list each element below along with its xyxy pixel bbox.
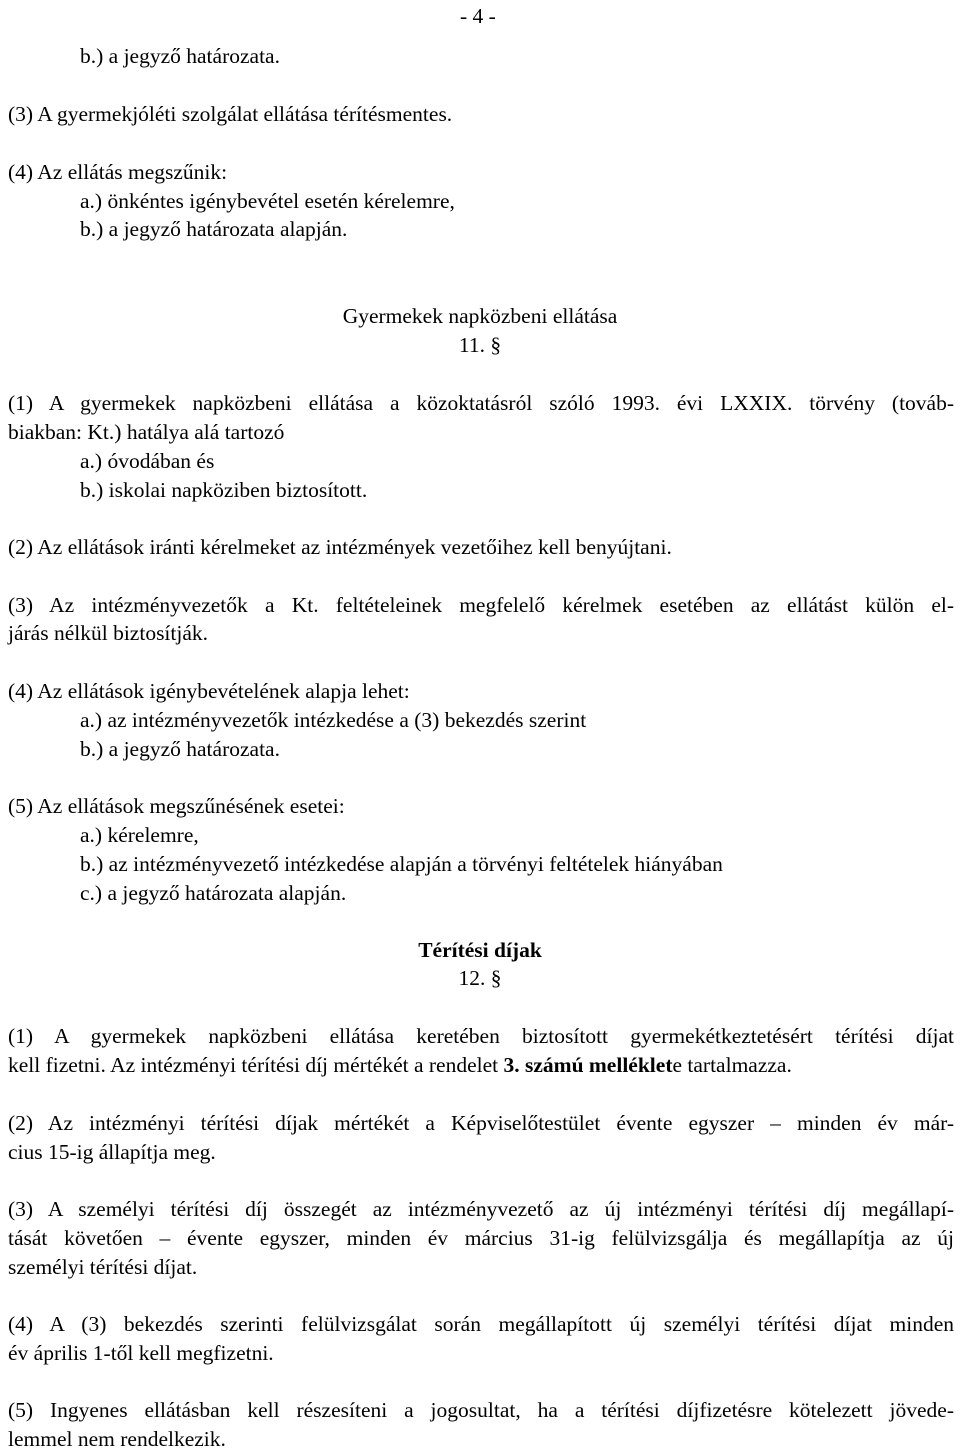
paragraph-line: lemmel nem rendelkezik. bbox=[8, 1427, 226, 1451]
annex-reference: 3. számú melléklet bbox=[503, 1053, 673, 1077]
paragraph-line bbox=[8, 1051, 792, 1080]
paragraph-line: (1) A gyermekek napközbeni ellátása a közoktatásról szóló 1993. évi LXXIX. törvény (továb- bbox=[8, 391, 954, 415]
list-item: a.) óvodában és bbox=[80, 449, 215, 473]
paragraph-line: (2) Az intézményi térítési díjak mértékét a Képviselőtestület évente egyszer – minden év már- bbox=[8, 1111, 954, 1135]
list-item: b.) az intézményvezető intézkedése alapján a törvényi feltételek hiányában bbox=[80, 852, 723, 876]
paragraph-line: biakban: Kt.) hatálya alá tartozó bbox=[8, 420, 285, 444]
list-item: a.) az intézményvezetők intézkedése a (3) bekezdés szerint bbox=[80, 708, 587, 732]
section-title: Térítési díjak bbox=[418, 938, 542, 962]
list-item: b.) a jegyző határozata. bbox=[80, 44, 280, 68]
section-title: Gyermekek napközbeni ellátása bbox=[342, 304, 618, 328]
list-item: a.) kérelemre, bbox=[80, 823, 199, 847]
section-number: 11. § bbox=[458, 333, 502, 357]
paragraph: (4) Az ellátás megszűnik: bbox=[8, 160, 228, 184]
paragraph: (4) Az ellátások igénybevételének alapja lehet: bbox=[8, 679, 410, 703]
section-number: 12. § bbox=[458, 966, 502, 990]
list-item: b.) a jegyző határozata. bbox=[80, 737, 280, 761]
paragraph-line: (3) Az intézményvezetők a Kt. feltételeinek megfelelő kérelmek esetében az ellátást külön el- bbox=[8, 593, 954, 617]
paragraph-line: (5) Ingyenes ellátásban kell részesíteni a jogosultat, ha a térítési díjfizetésre kötelezett jövede- bbox=[8, 1398, 954, 1422]
paragraph-line: (4) A (3) bekezdés szerinti felülvizsgálat során megállapított új személyi térítési díjat minden bbox=[8, 1312, 954, 1336]
paragraph-line: személyi térítési díjat. bbox=[8, 1255, 198, 1279]
list-item: a.) önkéntes igénybevétel esetén kérelemre, bbox=[80, 189, 455, 213]
paragraph-line: járás nélkül biztosítják. bbox=[8, 621, 209, 645]
list-item: b.) a jegyző határozata alapján. bbox=[80, 217, 348, 241]
text-run: e tartalmazza. bbox=[672, 1053, 792, 1077]
paragraph: (3) A gyermekjóléti szolgálat ellátása térítésmentes. bbox=[8, 102, 453, 126]
paragraph: (2) Az ellátások iránti kérelmeket az intézmények vezetőihez kell benyújtani. bbox=[8, 535, 672, 559]
paragraph-line: év április 1-től kell megfizetni. bbox=[8, 1341, 274, 1365]
page-number: - 4 - bbox=[460, 4, 496, 28]
list-item: b.) iskolai napköziben biztosított. bbox=[80, 478, 368, 502]
paragraph-line: tását követően – évente egyszer, minden év március 31-ig felülvizsgálja és megállapítja az új bbox=[8, 1226, 954, 1250]
paragraph-line: cius 15-ig állapítja meg. bbox=[8, 1140, 216, 1164]
text-run: kell fizetni. Az intézményi térítési díj mértékét a rendelet bbox=[8, 1053, 504, 1077]
paragraph-line: (1) A gyermekek napközbeni ellátása keretében biztosított gyermekétkeztetésért térítési díjat bbox=[8, 1024, 954, 1048]
list-item: c.) a jegyző határozata alapján. bbox=[80, 881, 347, 905]
paragraph-line: (3) A személyi térítési díj összegét az intézményvezető az új intézményi térítési díj megállapí- bbox=[8, 1197, 954, 1221]
paragraph: (5) Az ellátások megszűnésének esetei: bbox=[8, 794, 345, 818]
